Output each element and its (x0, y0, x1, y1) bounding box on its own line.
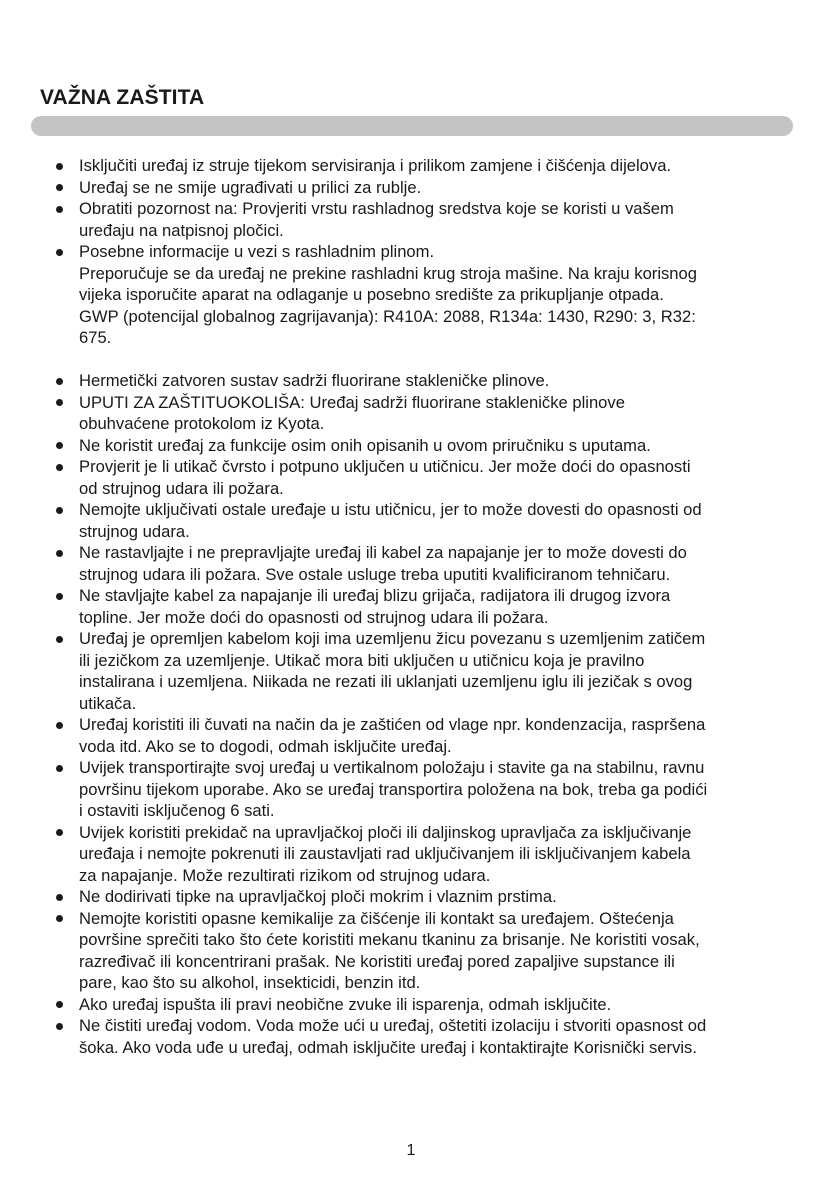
safety-bullet-list (54, 155, 784, 1058)
bullet-item (54, 177, 784, 199)
bullet-dot-icon (56, 722, 63, 729)
bullet-text-line: Provjerit je li utikač čvrsto i potpuno uključen u utičnicu. Jer može doći do opasnosti (79, 457, 691, 476)
bullet-text-line: Hermetički zatvoren sustav sadrži fluorirane stakleničke plinove. (79, 371, 550, 390)
bullet-item (54, 1015, 784, 1058)
bullet-item (54, 822, 784, 887)
bullet-dot-icon (56, 163, 63, 170)
bullet-text-line: UPUTI ZA ZAŠTITUOKOLIŠA: Uređaj sadrži fluorirane stakleničke plinove (79, 392, 625, 412)
bullet-text-line: GWP (potencijal globalnog zagrijavanja): R410A: 2088, R134a: 1430, R290: 3, R32: (79, 306, 696, 326)
bullet-text-line: instalirana i uzemljena. Niikada ne rezati ili uklanjati uzemljenu iglu ili jezičak s ovog (79, 672, 693, 691)
bullet-text-line: Ne stavljajte kabel za napajanje ili uređaj blizu grijača, radijatora ili drugog izvora (79, 586, 671, 605)
bullet-text-line: uređaja i nemojte pokrenuti ili zaustavljati rad uključivanjem ili isključivanjem kabela (79, 844, 691, 863)
bullet-text-line: šoka. Ako voda uđe u uređaj, odmah isključite uređaj i kontaktirajte Korisnički servis. (79, 1037, 697, 1057)
bullet-dot-icon (56, 399, 63, 406)
bullet-item (54, 392, 784, 435)
bullet-text-line: Nemojte koristiti opasne kemikalije za čišćenje ili kontakt sa uređajem. Oštećenja (79, 908, 674, 928)
bullet-item (54, 994, 784, 1016)
bullet-dot-icon (56, 550, 63, 557)
bullet-text-line: Uređaj je opremljen kabelom koji ima uzemljenu žicu povezanu s uzemljenim zatičem (79, 629, 706, 648)
bullet-text-line: Uređaj koristiti ili čuvati na način da je zaštićen od vlage npr. kondenzacija, raspršena (79, 715, 706, 734)
bullet-dot-icon (56, 464, 63, 471)
bullet-text-line: Posebne informacije u vezi s rashladnim plinom. (79, 242, 435, 261)
bullet-text-line: Nemojte uključivati ostale uređaje u istu utičnicu, jer to može dovesti do opasnosti od (79, 500, 702, 519)
bullet-text-line: obuhvaćene protokolom iz Kyota. (79, 414, 325, 433)
bullet-dot-icon (56, 507, 63, 514)
bullet-text-line: Obratiti pozornost na: Provjeriti vrstu rashladnog sredstva koje se koristi u vašem (79, 199, 674, 218)
bullet-dot-icon (56, 249, 63, 256)
bullet-item (54, 714, 784, 757)
bullet-item (54, 198, 784, 241)
bullet-text-line: Ne rastavljajte i ne prepravljajte uređaj ili kabel za napajanje jer to može dovesti do (79, 543, 687, 562)
bullet-item (54, 542, 784, 585)
bullet-text-line: Ne dodirivati tipke na upravljačkoj ploči mokrim i vlaznim prstima. (79, 887, 557, 906)
bullet-item (54, 435, 784, 457)
bullet-text-line: Ako uređaj ispušta ili pravi neobične zvuke ili isparenja, odmah isključite. (79, 994, 612, 1014)
bullet-text-line: pare, kao što su alkohol, insekticidi, benzin itd. (79, 973, 421, 992)
bullet-text-line: od strujnog udara ili požara. (79, 478, 284, 498)
bullet-dot-icon (56, 1023, 63, 1030)
bullet-text-line: za napajanje. Može rezultirati rizikom od strujnog udara. (79, 865, 491, 885)
bullet-item (54, 241, 784, 349)
bullet-text-line: utikača. (79, 693, 137, 713)
bullet-text-line: razređivač ili koncentrirani prašak. Ne koristiti uređaj pored zapaljive supstance ili (79, 951, 675, 971)
bullet-text-line: strujnog udara ili požara. Sve ostale usluge treba uputiti kvalificiranom tehničaru. (79, 564, 671, 584)
bullet-text-line: vijeka isporučite aparat na odlaganje u posebno središte za prikupljanje otpada. (79, 285, 664, 304)
bullet-item (54, 155, 784, 177)
bullet-item (54, 886, 784, 908)
bullet-text-line: Isključiti uređaj iz struje tijekom servisiranja i prilikom zamjene i čišćenja dijelova. (79, 156, 672, 175)
bullet-text-line: Uvijek transportirajte svoj uređaj u vertikalnom položaju i stavite ga na stabilnu, ravnu (79, 758, 705, 777)
bullet-text-line: površinu tijekom uporabe. Ako se uređaj transportira položena na bok, treba ga podići (79, 779, 708, 799)
bullet-text-line: Preporučuje se da uređaj ne prekine rashladni krug stroja mašine. Na kraju korisnog (79, 263, 697, 283)
bullet-text-line: voda itd. Ako se to dogodi, odmah isključite uređaj. (79, 736, 452, 756)
bullet-dot-icon (56, 765, 63, 772)
bullet-item (54, 456, 784, 499)
bullet-item (54, 370, 784, 392)
bullet-dot-icon (56, 378, 63, 385)
bullet-text-line: topline. Jer može doći do opasnosti od strujnog udara ili požara. (79, 607, 549, 627)
bullet-text-line: 675. (79, 328, 112, 347)
title-divider-bar (31, 116, 793, 136)
bullet-text-line: i ostaviti isključenog 6 sati. (79, 801, 275, 820)
bullet-text-line: strujnog udara. (79, 521, 190, 541)
bullet-item (54, 757, 784, 822)
bullet-dot-icon (56, 829, 63, 836)
bullet-dot-icon (56, 593, 63, 600)
bullet-dot-icon (56, 915, 63, 922)
bullet-text-line: Ne čistiti uređaj vodom. Voda može ući u uređaj, oštetiti izolaciju i stvoriti opasnost od (79, 1016, 707, 1035)
bullet-text-line: površine sprečiti tako što ćete koristiti mekanu tkaninu za brisanje. Ne koristiti vosak, (79, 930, 700, 949)
bullet-text-line: ili jezičkom za uzemljenje. Utikač mora biti uključen u utičnicu koja je pravilno (79, 650, 645, 670)
bullet-item (54, 585, 784, 628)
bullet-dot-icon (56, 206, 63, 213)
bullet-item (54, 499, 784, 542)
bullet-text-line: Uređaj se ne smije ugrađivati u prilici za rublje. (79, 177, 422, 197)
bullet-dot-icon (56, 442, 63, 449)
bullet-dot-icon (56, 184, 63, 191)
bullet-text-line: Uvijek koristiti prekidač na upravljačkoj ploči ili daljinskog upravljača za isključivanje (79, 822, 692, 842)
bullet-text-line: uređaju na natpisnoj pločici. (79, 220, 284, 240)
bullet-dot-icon (56, 894, 63, 901)
bullet-dot-icon (56, 1001, 63, 1008)
bullet-text-line: Ne koristit uređaj za funkcije osim onih opisanih u ovom priručniku s uputama. (79, 435, 651, 455)
bullet-item (54, 628, 784, 714)
page-number: 1 (406, 1142, 416, 1159)
bullet-dot-icon (56, 636, 63, 643)
page-title: VAŽNA ZAŠTITA (40, 86, 205, 109)
bullet-item (54, 908, 784, 994)
